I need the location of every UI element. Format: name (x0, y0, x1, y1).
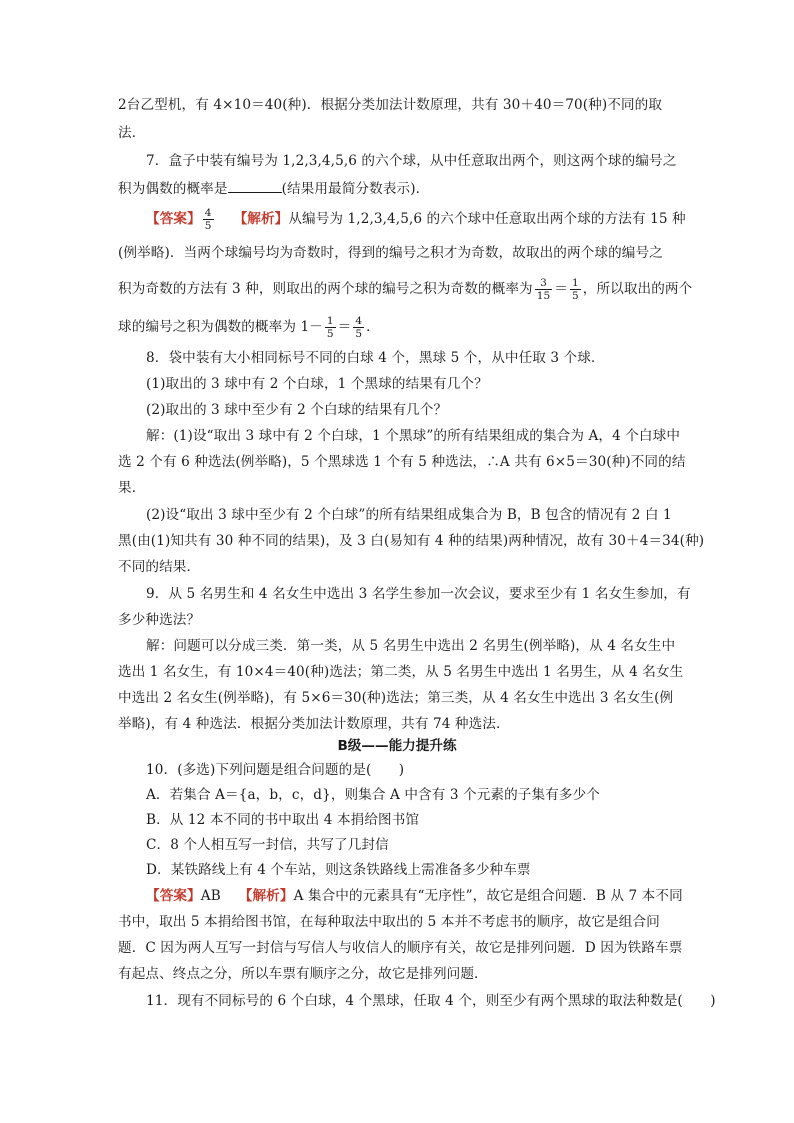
text-line: (例举略)．当两个球编号均为奇数时，得到的编号之积才为奇数，故取出的两个球的编号之 (118, 245, 663, 261)
text-line: 黑(由(1)知共有 30 种不同的结果)，及 3 白(易知有 4 种的结果)两种情况，故有 30＋4＝34(种) (118, 533, 705, 549)
fraction (535, 277, 553, 302)
numerator: 4 (204, 207, 212, 219)
question-8-2: (2)取出的 3 球中至少有 2 个白球的结果有几个？ (146, 402, 448, 418)
question-8: 8．袋中装有大小相同标号不同的白球 4 个，黑球 5 个，从中任取 3 个球． (146, 350, 605, 366)
period: ． (366, 319, 380, 335)
analysis-tag: 【解析】 (238, 888, 294, 904)
answer-blank (228, 178, 282, 193)
denominator: 15 (536, 290, 551, 302)
question-9: 9．从 5 名男生和 4 名女生中选出 3 名学生参加一次会议，要求至少有 1 名女生参加，有 (146, 586, 691, 602)
text-line: 举略)，有 4 种选法．根据分类加法计数原理，共有 74 种选法． (118, 716, 510, 732)
option-d: D．某铁路线上有 4 个车站，则这条铁路线上需准备多少种车票 (146, 862, 531, 878)
equals: ＝ (554, 281, 568, 297)
numerator: 1 (571, 277, 579, 289)
question-10: 10．(多选)下列问题是组合问题的是( ) (146, 762, 405, 778)
solution-8-2: (2)设“取出 3 球中至少有 2 个白球”的所有结果组成集合为 B，B 包含的情况有 2 白 1 (146, 507, 672, 523)
denominator: 5 (355, 328, 363, 340)
text-line: 果． (118, 480, 146, 496)
text: A 集合中的元素具有“无序性”，故它是组合问题．B 从 7 本不同 (293, 888, 683, 904)
fraction (203, 207, 214, 232)
text-line: 2台乙型机，有 4×10＝40(种)．根据分类加法计数原理，共有 30＋40＝70(种)不同的取 (118, 97, 663, 113)
answer-10 (146, 883, 706, 911)
text: 从编号为 1,2,3,4,5,6 的六个球中任意取出两个球的方法有 15 种 (288, 211, 686, 227)
equals: ＝ (337, 319, 352, 335)
text-line: 不同的结果． (118, 559, 201, 575)
fraction (325, 315, 336, 340)
text-line (118, 276, 693, 304)
option-a: A．若集合 A＝{a，b，c，d}，则集合 A 中含有 3 个元素的子集有多少个 (146, 787, 600, 803)
section-heading: B级——能力提升练 (337, 738, 457, 754)
answer-7 (146, 206, 706, 234)
solution-8: 解：(1)设“取出 3 球中有 2 个白球，1 个黑球”的所有结果组成的集合为 A，4 个白球中 (146, 428, 681, 444)
text-line: 题．C 因为两人互写一封信与写信人与收信人的顺序有关，故它是排列问题．D 因为铁路车票 (118, 940, 683, 956)
text-line: 中选出 2 名女生(例举略)，有 5×6＝30(种)选法；第三类，从 4 名女生中选出 3 名女生(例 (118, 690, 674, 706)
question-8-1: (1)取出的 3 球中有 2 个白球，1 个黑球的结果有几个？ (146, 376, 488, 392)
text-line: 书中，取出 5 本捐给图书馆，在每种取法中取出的 5 本并不考虑书的顺序，故它是组合问 (118, 914, 660, 930)
question-7: 7．盒子中装有编号为 1,2,3,4,5,6 的六个球，从中任意取出两个，则这两个球的编号之 (146, 153, 677, 169)
answer-tag: 【答案】 (146, 211, 201, 227)
text: ，所以取出的两个 (582, 281, 693, 297)
text: 积为奇数的方法有 3 种，则取出的两个球的编号之积为奇数的概率为 (118, 281, 533, 297)
answer-value: AB (200, 888, 221, 904)
numerator: 1 (326, 315, 334, 327)
text: (结果用最简分数表示)． (281, 181, 430, 197)
fraction (353, 315, 364, 340)
answer-tag: 【答案】 (146, 888, 201, 904)
text-line: 选 2 个有 6 种选法(例举略)，5 个黑球选 1 个有 5 种选法，∴A 共有 6×5＝30(种)不同的结 (118, 454, 686, 470)
text-line: 多少种选法？ (118, 612, 201, 628)
option-b: B．从 12 本不同的书中取出 4 本捐给图书馆 (146, 812, 420, 828)
denominator: 5 (204, 220, 212, 232)
text-line (118, 314, 678, 342)
option-c: C．8 个人相互写一封信，共写了几封信 (146, 837, 389, 853)
text-line: 选出 1 名女生，有 10×4＝40(种)选法；第二类，从 5 名男生中选出 1 名男生，从 4 名女生 (118, 664, 684, 680)
text-line: 法． (118, 125, 146, 141)
denominator: 5 (326, 328, 334, 340)
denominator: 5 (571, 290, 579, 302)
question-11: 11．现有不同标号的 6 个白球，4 个黑球，任取 4 个，则至少有两个黑球的取法种数是( ) (146, 993, 716, 1009)
solution-9: 解：问题可以分成三类．第一类，从 5 名男生中选出 2 名男生(例举略)，从 4 名女生中 (146, 638, 676, 654)
analysis-tag: 【解析】 (233, 211, 289, 227)
text: 球的编号之积为偶数的概率为 1－ (118, 319, 323, 335)
question-7-cont (118, 176, 678, 204)
text-line: 有起点、终点之分，所以车票有顺序之分，故它是排列问题． (118, 966, 488, 982)
numerator: 3 (535, 277, 553, 290)
fraction (570, 277, 581, 302)
text: 积为偶数的概率是 (118, 181, 228, 197)
numerator: 4 (355, 315, 363, 327)
